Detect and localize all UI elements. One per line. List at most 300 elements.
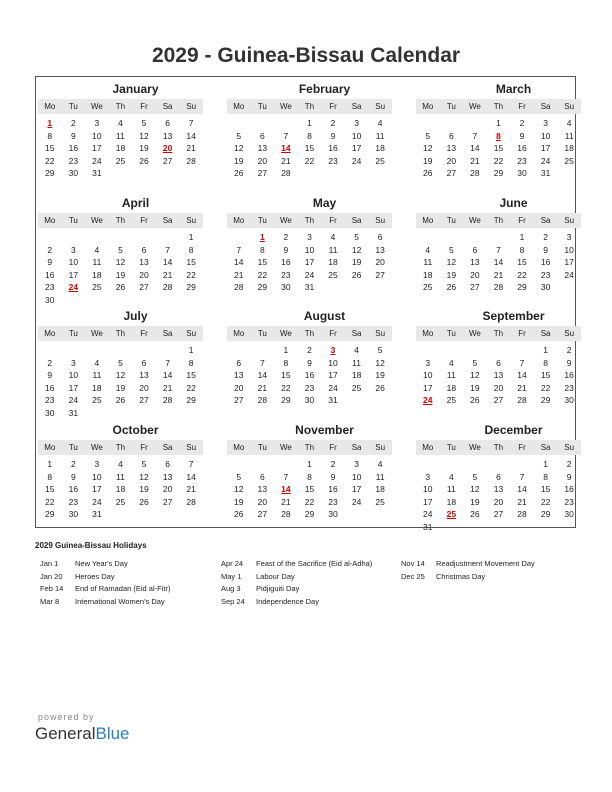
day-cell: 10 [351,130,362,141]
weekday-header [416,326,581,341]
day-cell: 30 [68,509,79,520]
day-cell: 29 [257,282,268,293]
weekday-label: Sa [540,216,551,225]
brand-logo[interactable] [35,724,130,744]
day-cell: 26 [115,282,126,293]
day-cell: 8 [47,130,53,141]
day-cell: 31 [423,521,433,532]
brand-logo-part2: Blue [95,724,130,743]
day-cell: 21 [257,382,268,393]
day-cell: 9 [70,130,76,141]
day-cell: 12 [115,370,126,381]
day-cell: 15 [540,484,551,495]
day-cell: 18 [92,269,102,280]
day-cell: 6 [259,130,265,141]
day-cell: 20 [162,484,173,495]
day-cell: 24 [304,269,315,280]
empty-cell [156,231,180,244]
day-cell: 25 [351,382,362,393]
day-grid [416,231,581,294]
day-cell: 29 [540,395,551,406]
day-cell: 14 [493,257,504,268]
day-cell: 17 [351,484,362,495]
day-cell: 24 [351,496,362,507]
day-cell: 6 [472,244,478,255]
day-cell: 17 [68,382,79,393]
weekday-label: Fr [140,102,148,111]
day-cell: 21 [517,496,527,507]
weekday-label: We [468,443,481,452]
day-cell: 11 [446,370,456,381]
day-cell: 27 [493,395,504,406]
empty-cell [85,231,109,244]
empty-cell [440,117,464,130]
month-march [416,82,581,180]
day-cell: 15 [281,370,291,381]
day-cell: 9 [47,370,53,381]
weekday-label: Su [564,329,575,338]
day-grid [416,344,581,407]
empty-cell [416,344,440,357]
day-cell: 26 [375,382,385,393]
day-cell: 16 [564,370,574,381]
day-cell: 19 [375,370,385,381]
weekday-label: Th [304,102,315,111]
day-cell: 28 [493,282,504,293]
day-cell: 22 [304,155,315,166]
day-cell: 28 [186,496,196,507]
holiday-day-cell: 1 [47,118,53,128]
day-cell: 4 [448,357,454,368]
day-grid [38,117,203,180]
empty-cell [62,231,86,244]
day-cell: 7 [472,130,478,141]
month-october [38,423,203,521]
day-cell: 4 [377,118,383,128]
day-cell: 1 [283,345,289,355]
day-cell: 28 [517,509,527,520]
day-cell: 11 [328,244,338,255]
holiday-day-cell: 24 [423,395,433,406]
day-cell: 6 [141,244,147,255]
calendar-grid [35,76,576,532]
holiday-day-cell: 14 [281,484,291,495]
weekday-label: We [90,216,103,225]
day-cell: 9 [566,357,572,368]
empty-cell [251,458,275,471]
empty-cell [156,344,180,357]
weekday-label: Sa [540,102,551,111]
day-cell: 12 [351,244,362,255]
day-cell: 2 [70,459,76,469]
day-cell: 30 [328,509,338,520]
day-cell: 3 [307,232,312,242]
day-cell: 24 [92,155,102,166]
day-cell: 19 [115,382,126,393]
holiday-date: Mar 8 [40,596,60,606]
day-cell: 4 [94,244,100,255]
holiday-name: Labour Day [256,571,295,581]
day-cell: 11 [116,471,125,482]
day-cell: 9 [330,471,336,482]
day-cell: 31 [92,168,102,179]
day-cell: 2 [566,345,572,355]
day-cell: 13 [470,257,480,268]
holidays-title: 2029 Guinea-Bissau Holidays [35,541,147,550]
day-cell: 23 [540,269,551,280]
day-cell: 8 [519,244,525,255]
weekday-label: Tu [68,102,78,111]
day-cell: 19 [139,484,149,495]
day-cell: 22 [304,496,315,507]
day-cell: 12 [234,484,244,495]
day-cell: 1 [543,459,548,469]
day-cell: 8 [307,471,312,482]
empty-cell [227,344,251,357]
day-cell: 22 [540,496,551,507]
day-cell: 3 [70,244,76,255]
day-cell: 27 [162,496,173,507]
day-cell: 30 [564,395,574,406]
holiday-name: Pidjiguiti Day [256,584,300,594]
weekday-label: Su [186,443,197,452]
day-cell: 16 [328,484,338,495]
month-december [416,423,581,534]
empty-cell [416,458,440,471]
weekday-label: Sa [162,443,173,452]
day-cell: 10 [423,484,433,495]
holiday-day-cell: 8 [496,130,501,141]
weekday-label: Th [493,329,504,338]
day-cell: 9 [283,244,289,255]
weekday-label: We [90,102,103,111]
weekday-header [38,326,203,341]
day-cell: 29 [186,282,196,293]
day-cell: 2 [70,118,76,128]
day-cell: 12 [375,357,385,368]
day-cell: 29 [517,282,527,293]
day-cell: 6 [448,130,454,141]
day-cell: 13 [162,471,173,482]
day-cell: 5 [377,345,383,355]
day-cell: 17 [423,382,433,393]
holiday-item [221,583,372,596]
weekday-label: Su [375,329,386,338]
day-cell: 29 [304,509,315,520]
day-cell: 3 [70,357,76,368]
weekday-label: We [279,216,292,225]
day-cell: 28 [234,282,244,293]
weekday-label: Fr [518,329,526,338]
weekday-header [38,99,203,114]
empty-cell [274,458,298,471]
month-name: March [495,82,532,96]
day-cell: 27 [139,395,149,406]
day-cell: 8 [283,357,289,368]
day-cell: 30 [281,282,291,293]
day-cell: 22 [45,155,55,166]
day-cell: 11 [423,257,433,268]
day-cell: 20 [234,382,244,393]
month-january [38,82,203,180]
day-cell: 26 [446,282,457,293]
day-cell: 15 [540,370,551,381]
day-cell: 1 [47,459,53,469]
day-cell: 29 [540,509,551,520]
day-cell: 12 [234,143,244,154]
weekday-label: Th [115,102,126,111]
day-cell: 21 [234,269,244,280]
day-cell: 29 [45,509,55,520]
day-cell: 12 [446,257,457,268]
day-cell: 15 [304,143,315,154]
day-cell: 15 [517,257,527,268]
day-cell: 16 [564,484,574,495]
day-cell: 10 [564,244,574,255]
day-cell: 15 [186,257,196,268]
day-cell: 25 [92,282,102,293]
day-cell: 18 [351,370,362,381]
day-cell: 24 [540,155,551,166]
holiday-date: May 1 [221,571,242,581]
holiday-item [401,571,535,584]
empty-cell [251,344,275,357]
empty-cell [227,231,251,244]
day-cell: 5 [236,130,242,141]
day-cell: 16 [45,382,55,393]
day-cell: 7 [165,244,170,255]
day-cell: 25 [328,269,338,280]
day-cell: 10 [423,370,433,381]
weekday-label: Su [186,102,197,111]
day-cell: 6 [165,118,170,128]
day-cell: 24 [564,269,574,280]
empty-cell [132,344,156,357]
day-cell: 31 [540,168,551,179]
holiday-day-cell: 24 [68,282,79,293]
day-cell: 11 [375,130,385,141]
empty-cell [38,344,62,357]
day-cell: 30 [564,509,574,520]
day-cell: 21 [162,382,173,393]
day-cell: 5 [425,130,431,141]
day-cell: 3 [425,357,431,368]
holiday-date: Sep 24 [221,596,245,606]
day-cell: 6 [496,357,501,368]
day-cell: 3 [94,118,100,128]
day-cell: 18 [375,143,385,154]
weekday-label: Fr [518,102,526,111]
day-cell: 19 [470,496,480,507]
day-cell: 18 [423,269,433,280]
day-grid [38,458,203,521]
holiday-day-cell: 14 [281,143,291,154]
empty-cell [416,231,440,244]
empty-cell [109,231,133,244]
day-cell: 7 [496,244,501,255]
day-cell: 3 [543,118,548,128]
month-name: December [484,423,543,437]
holiday-date: Jan 20 [40,571,63,581]
day-cell: 18 [115,143,126,154]
weekday-label: Su [564,102,575,111]
weekday-label: Mo [422,102,434,111]
day-cell: 4 [354,345,359,355]
day-cell: 19 [351,257,362,268]
day-cell: 28 [257,395,268,406]
weekday-label: Sa [162,329,173,338]
day-cell: 21 [162,269,173,280]
weekday-label: Fr [140,216,148,225]
day-cell: 5 [354,232,359,242]
day-cell: 20 [139,269,149,280]
weekday-header [227,99,392,114]
holiday-day-cell: 3 [330,345,336,355]
day-cell: 5 [236,471,242,482]
holiday-item [40,558,170,571]
empty-cell [132,231,156,244]
day-cell: 14 [517,484,527,495]
day-cell: 5 [472,357,478,368]
day-cell: 31 [68,407,79,418]
day-cell: 8 [188,244,194,255]
weekday-label: Sa [351,443,362,452]
day-cell: 17 [540,143,551,154]
day-cell: 17 [304,257,315,268]
day-cell: 14 [470,143,480,154]
day-cell: 7 [165,357,170,368]
day-cell: 14 [186,471,196,482]
empty-cell [440,344,464,357]
day-cell: 22 [517,269,527,280]
day-cell: 22 [257,269,268,280]
day-cell: 9 [47,257,53,268]
day-cell: 20 [139,382,149,393]
day-cell: 4 [94,357,100,368]
day-cell: 5 [141,118,147,128]
day-cell: 22 [281,382,291,393]
weekday-label: Mo [233,329,245,338]
day-cell: 10 [304,244,315,255]
day-cell: 28 [281,509,291,520]
day-cell: 19 [234,155,244,166]
weekday-label: Mo [233,102,245,111]
weekday-label: Th [493,443,504,452]
day-cell: 16 [540,257,551,268]
day-cell: 18 [115,484,126,495]
day-cell: 17 [351,143,362,154]
day-cell: 23 [564,496,574,507]
day-cell: 15 [493,143,504,154]
page-title: 2029 - Guinea-Bissau Calendar [151,44,461,67]
weekday-label: We [90,443,103,452]
day-cell: 1 [307,459,312,469]
weekday-label: Tu [257,102,267,111]
day-cell: 17 [564,257,574,268]
weekday-label: We [468,329,481,338]
day-cell: 22 [493,155,504,166]
day-cell: 14 [186,130,196,141]
weekday-header [38,440,203,455]
day-cell: 16 [281,257,291,268]
day-cell: 15 [45,143,55,154]
empty-cell [416,117,440,130]
day-cell: 19 [139,143,149,154]
day-cell: 25 [115,496,126,507]
holiday-date: Aug 3 [221,584,241,594]
day-cell: 21 [493,269,504,280]
empty-cell [510,344,534,357]
month-name: November [295,423,354,437]
weekday-label: We [279,443,292,452]
weekday-label: Sa [162,216,173,225]
day-cell: 18 [564,143,574,154]
day-cell: 3 [94,459,100,469]
day-cell: 6 [165,459,170,469]
day-cell: 4 [118,118,123,128]
day-cell: 2 [519,118,525,128]
day-cell: 13 [257,484,268,495]
empty-cell [440,231,464,244]
day-cell: 15 [186,370,196,381]
day-cell: 4 [330,232,336,242]
month-april [38,196,203,307]
day-grid [416,458,581,534]
day-cell: 16 [68,143,79,154]
day-cell: 12 [423,143,433,154]
weekday-label: Th [493,102,504,111]
weekday-header [227,440,392,455]
day-cell: 6 [259,471,265,482]
day-cell: 5 [118,244,123,255]
day-cell: 12 [470,370,480,381]
day-grid [38,344,203,420]
day-cell: 10 [92,471,102,482]
day-cell: 9 [519,130,525,141]
day-cell: 19 [446,269,457,280]
empty-cell [487,458,511,471]
day-cell: 25 [564,155,574,166]
month-name: July [123,309,148,323]
day-cell: 24 [92,496,102,507]
day-cell: 29 [45,168,55,179]
day-cell: 28 [281,168,291,179]
day-cell: 20 [470,269,480,280]
weekday-label: Fr [329,443,337,452]
day-cell: 17 [68,269,79,280]
empty-cell [62,344,86,357]
day-cell: 21 [470,155,480,166]
day-cell: 16 [68,484,79,495]
month-name: October [112,423,159,437]
weekday-label: We [279,329,292,338]
day-cell: 25 [375,496,385,507]
month-name: June [499,196,528,210]
day-cell: 6 [496,471,501,482]
day-cell: 24 [423,509,433,520]
weekday-label: Tu [68,443,78,452]
day-cell: 4 [377,459,383,469]
month-may [227,196,392,294]
day-cell: 14 [257,370,268,381]
holiday-name: Feast of the Sacrifice (Eid al-Adha) [256,559,373,568]
day-cell: 14 [162,370,173,381]
day-cell: 5 [448,244,454,255]
weekday-header [416,213,581,228]
holiday-column [40,558,170,608]
day-cell: 20 [257,496,268,507]
day-cell: 11 [352,357,361,368]
